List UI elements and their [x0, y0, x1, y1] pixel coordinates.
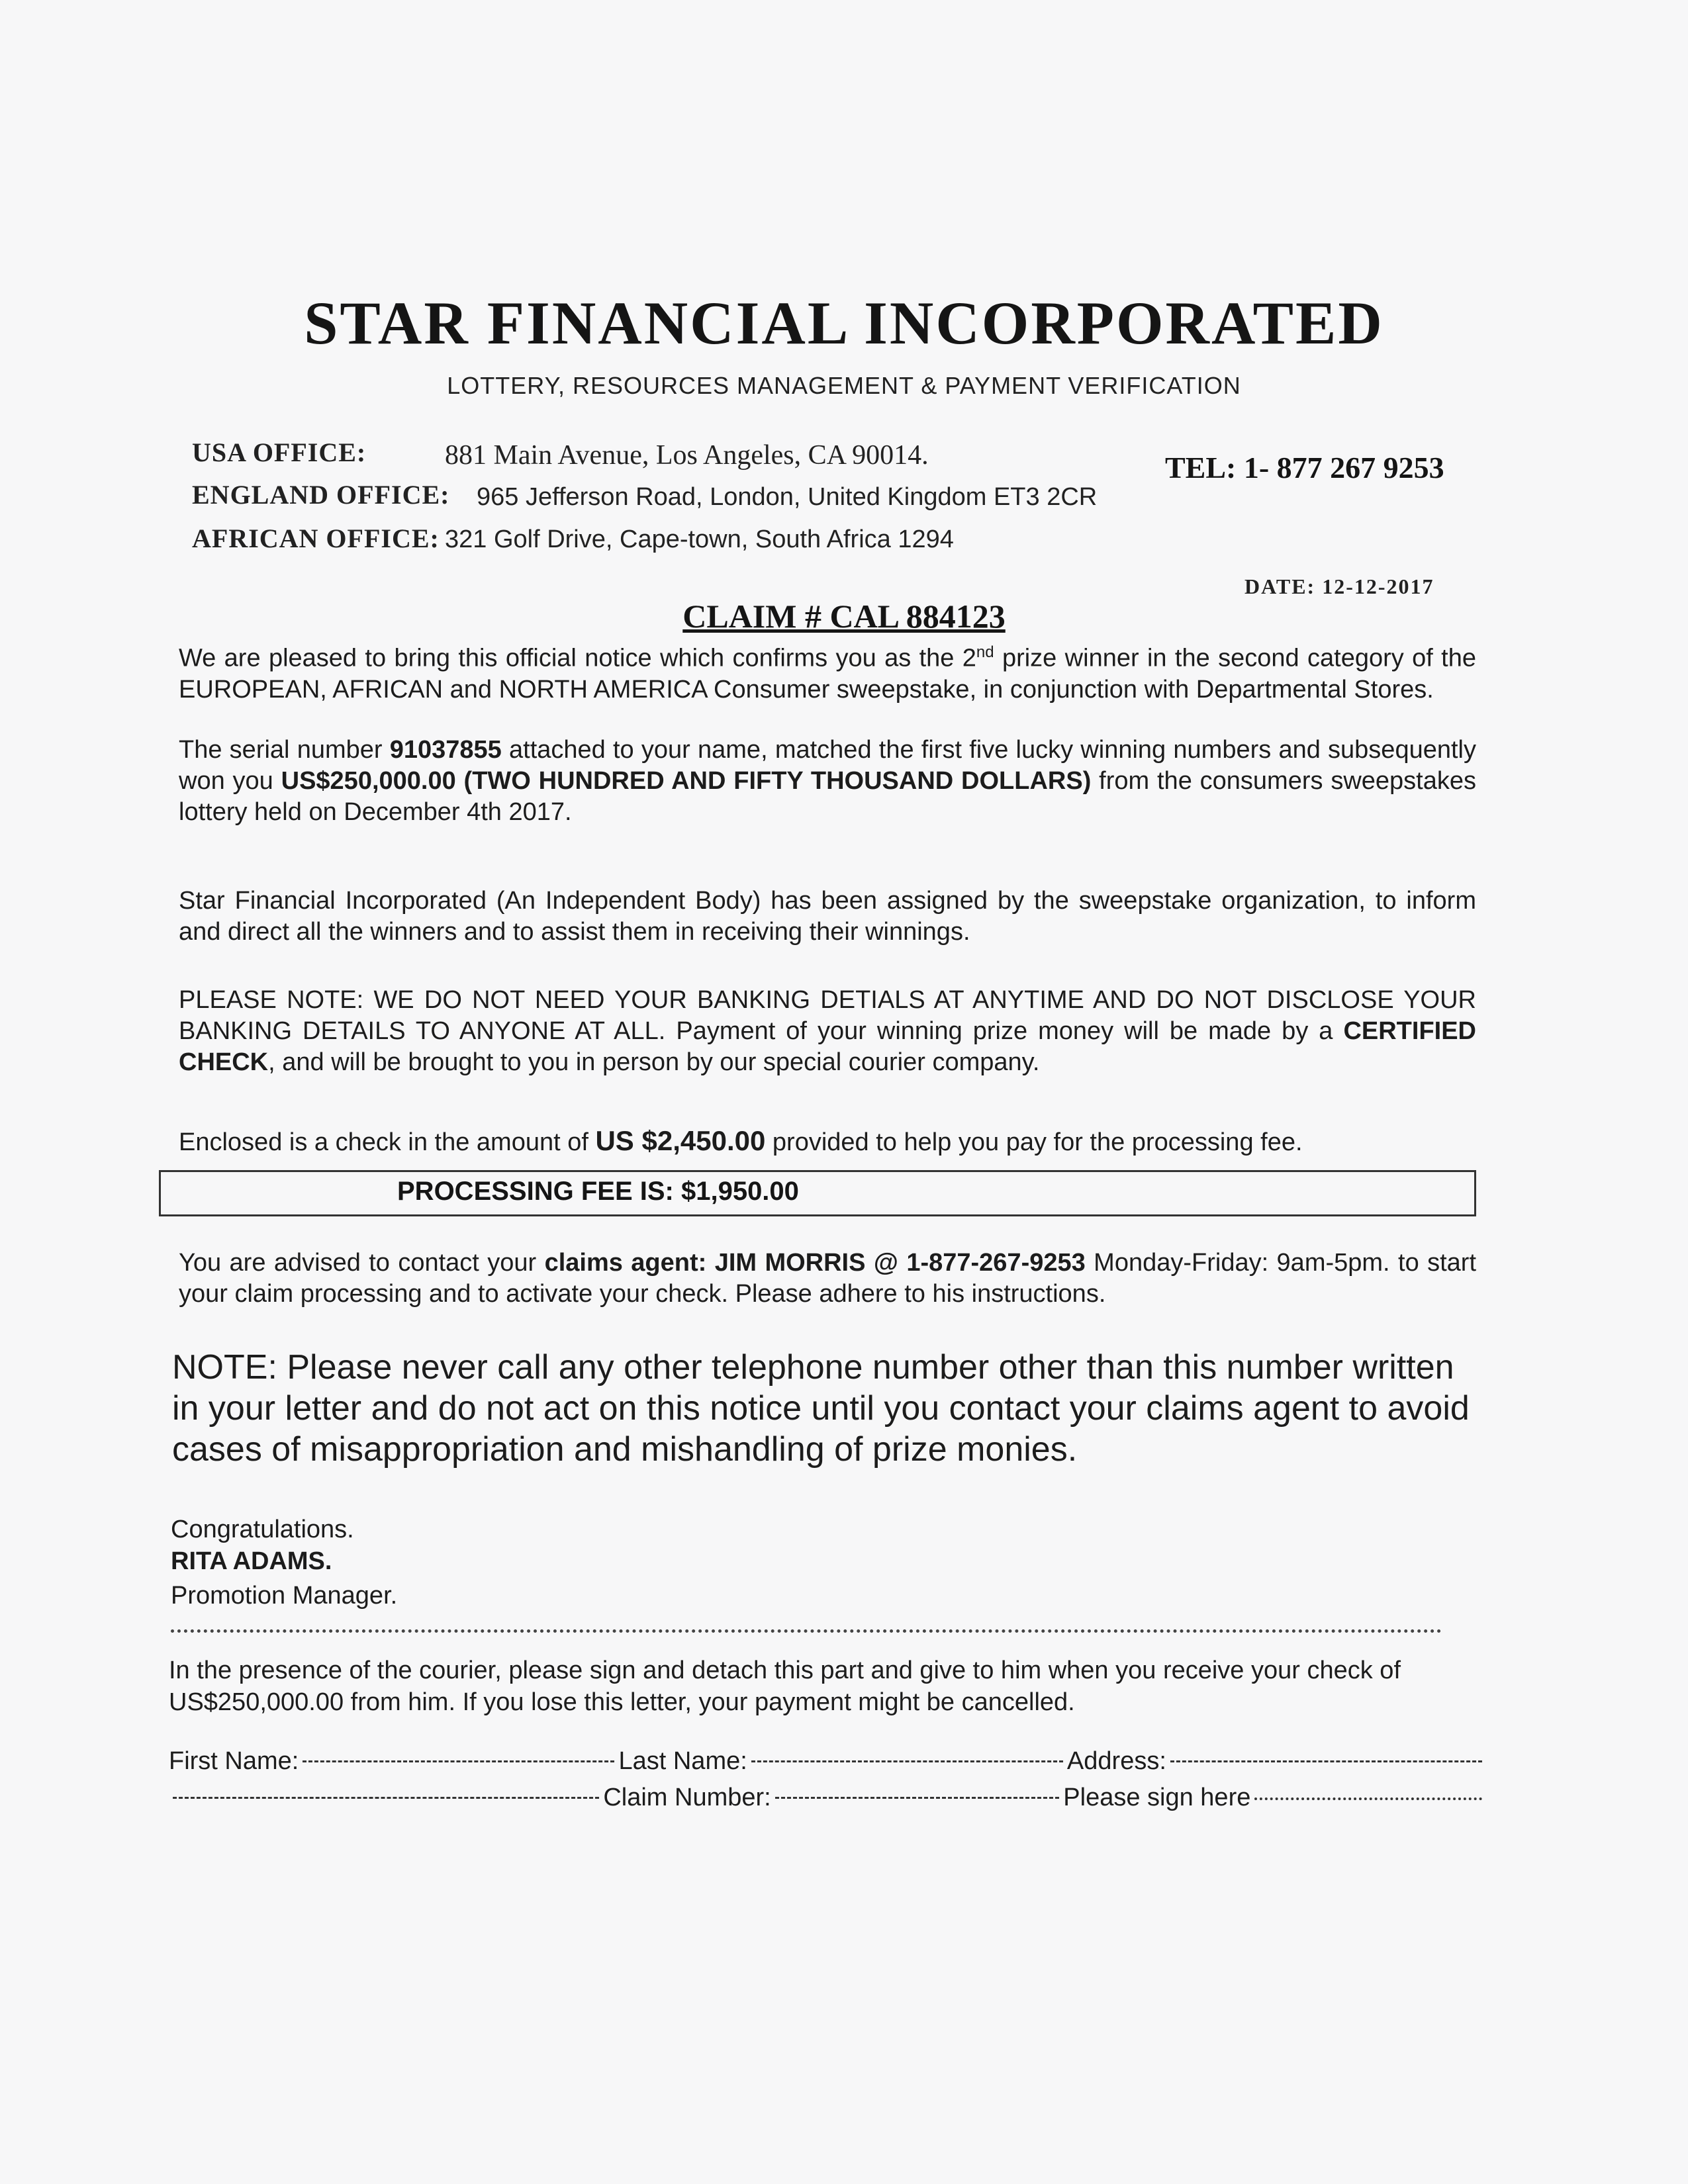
- england-office-address: 965 Jefferson Road, London, United Kingdom ET3 2CR: [477, 483, 1098, 511]
- usa-office-address: 881 Main Avenue, Los Angeles, CA 90014.: [445, 440, 929, 471]
- england-office-label: ENGLAND OFFICE:: [192, 480, 450, 510]
- last-name-field[interactable]: [751, 1760, 1063, 1762]
- paragraph-winner-notice: We are pleased to bring this official notice which confirms you as the 2nd prize winner in the second category of the EUROPEAN, AFRICAN and NORTH AMERICA Consumer sweepstake, in conjunction with Departmental Stores.: [179, 643, 1476, 704]
- address-field-continued[interactable]: [173, 1797, 599, 1799]
- claim-number-label: Claim Number:: [603, 1784, 771, 1811]
- detach-line: [171, 1629, 1442, 1633]
- claims-agent: claims agent: JIM MORRIS @ 1-877-267-9253: [544, 1249, 1086, 1277]
- sign-here-label: Please sign here: [1063, 1784, 1251, 1811]
- signatory-name: RITA ADAMS.: [171, 1547, 332, 1575]
- last-name-label: Last Name:: [618, 1747, 747, 1775]
- claim-number-field[interactable]: [775, 1797, 1060, 1799]
- claim-heading: CLAIM # CAL 884123: [682, 598, 1006, 635]
- signatory-title: Promotion Manager.: [171, 1582, 398, 1610]
- serial-number: 91037855: [389, 736, 502, 764]
- african-office-label: AFRICAN OFFICE:: [192, 523, 440, 553]
- paragraph-assignment: Star Financial Incorporated (An Independent Body) has been assigned by the sweepstake organization, to inform and direct all the winners and to assist them in receiving their winnings.: [179, 887, 1476, 946]
- letter-date: DATE: 12-12-2017: [1244, 574, 1434, 598]
- telephone: TEL: 1- 877 267 9253: [1165, 451, 1444, 484]
- address-field[interactable]: [1170, 1760, 1482, 1762]
- processing-fee: PROCESSING FEE IS: $1,950.00: [397, 1177, 799, 1206]
- paragraph-banking-note: PLEASE NOTE: WE DO NOT NEED YOUR BANKING DETIALS AT ANYTIME AND DO NOT DISCLOSE YOUR BANKING DETAILS TO ANYONE AT ALL. Payment of your winning prize money will be made by a CERTIFIED CHECK, and will be brought to you in person by our special courier company.: [179, 986, 1476, 1076]
- first-name-field[interactable]: [303, 1760, 614, 1762]
- paragraph-serial-number: The serial number 91037855 attached to your name, matched the first five lucky winning numbers and subsequently won you US$250,000.00 (TWO HUNDRED AND FIFTY THOUSAND DOLLARS) from the consumers sweepstakes lottery held on December 4th 2017.: [179, 736, 1476, 826]
- important-note: NOTE: Please never call any other telephone number other than this number written in your letter and do not act on this notice until you contact your claims agent to avoid cases of misappropriation and mishandling of prize monies.: [172, 1348, 1470, 1469]
- paragraph-enclosed-check: Enclosed is a check in the amount of US $2,450.00 provided to help you pay for the processing fee.: [179, 1125, 1303, 1156]
- check-amount: US $2,450.00: [595, 1125, 766, 1156]
- form-row-claim: [169, 1784, 1486, 1812]
- company-name: STAR FINANCIAL INCORPORATED: [304, 289, 1384, 357]
- closing-congratulations: Congratulations.: [171, 1516, 354, 1543]
- first-name-label: First Name:: [169, 1747, 299, 1775]
- african-office-address: 321 Golf Drive, Cape-town, South Africa 1294: [445, 525, 954, 553]
- processing-fee-box: [159, 1170, 1476, 1216]
- prize-amount: US$250,000.00 (TWO HUNDRED AND FIFTY THOUSAND DOLLARS): [281, 767, 1092, 795]
- company-tagline: LOTTERY, RESOURCES MANAGEMENT & PAYMENT VERIFICATION: [447, 372, 1241, 399]
- signature-field[interactable]: [1254, 1797, 1482, 1800]
- form-row-names: [169, 1747, 1486, 1776]
- paragraph-claims-agent: You are advised to contact your claims agent: JIM MORRIS @ 1-877-267-9253 Monday-Friday: 9am-5pm. to start your claim processing and to activate your check. Please adhere to his instructions.: [179, 1249, 1477, 1308]
- usa-office-label: USA OFFICE:: [192, 437, 367, 467]
- address-label: Address:: [1066, 1747, 1166, 1775]
- detach-instructions: In the presence of the courier, please sign and detach this part and give to him when you receive your check of US$250,000.00 from him. If you lose this letter, your payment might be cancelled.: [169, 1657, 1401, 1716]
